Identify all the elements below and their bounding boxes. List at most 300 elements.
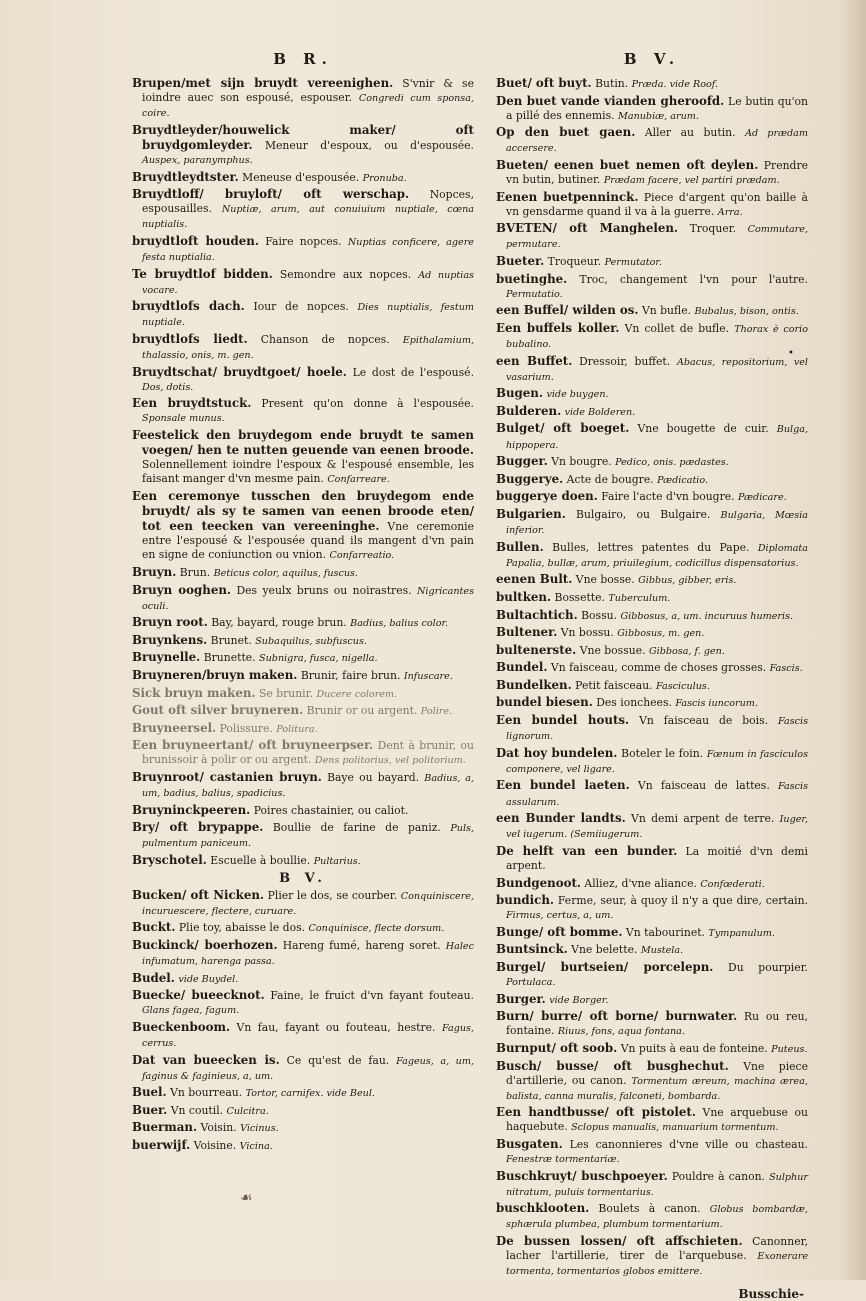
french-gloss: Nopces, espousailles.	[142, 188, 474, 216]
headword: Bruyninckpeeren.	[132, 802, 251, 817]
dictionary-entry	[132, 234, 474, 265]
latin-gloss: Confarreatio.	[329, 550, 395, 562]
headword: Buecke/ bueecknot.	[132, 988, 265, 1003]
dictionary-entry	[496, 695, 808, 711]
headword: Bunge/ oft bomme.	[496, 924, 623, 939]
headword: Bugen.	[496, 386, 543, 401]
dictionary-entry	[496, 1041, 808, 1057]
latin-gloss: Arra.	[717, 206, 743, 218]
latin-gloss: Tortor, carnifex. vide Beul.	[245, 1088, 375, 1100]
left-column	[132, 50, 474, 1156]
dictionary-entry	[496, 507, 808, 538]
french-gloss: Acte de bougre.	[563, 472, 658, 486]
latin-gloss: Fascis assularum.	[506, 781, 808, 808]
latin-gloss: Pedico, onis. pædastes.	[615, 457, 729, 469]
headword: Bruyn.	[132, 564, 177, 579]
latin-gloss: Subaquilus, subfuscus.	[255, 635, 367, 647]
dictionary-entry	[496, 1059, 808, 1104]
left-entry-list	[132, 76, 474, 869]
latin-gloss: Diplomata Papalia, bullæ, arum, priuilegium, codicillus dispensatorius.	[506, 542, 808, 569]
french-gloss: Hareng fumé, hareng soret.	[277, 938, 446, 952]
right-column	[496, 50, 808, 1301]
dictionary-entry	[496, 590, 808, 606]
headword: Te bruydtlof bidden.	[132, 266, 273, 281]
dictionary-entry	[496, 625, 808, 641]
latin-gloss: Fagus, cerrus.	[142, 1022, 474, 1049]
latin-gloss: Congredi cum sponsa, coire.	[142, 93, 474, 120]
french-gloss: Plier le dos, se courber.	[264, 888, 401, 902]
dictionary-entry	[132, 1103, 474, 1119]
latin-gloss: Ad prædam accersere.	[506, 128, 809, 155]
latin-gloss: Abacus, repositorium, vel vasarium.	[506, 356, 808, 383]
headword: Bulget/ oft boeget.	[496, 421, 630, 436]
page-edge-shadow	[840, 0, 866, 1280]
french-gloss: Le butin qu'on a pillé des ennemis.	[506, 94, 808, 122]
french-gloss: Du pourpier.	[713, 960, 808, 974]
french-gloss: Vn tabourinet.	[622, 925, 709, 939]
french-gloss: Faire l'acte d'vn bougre.	[597, 490, 739, 504]
french-gloss: Brunet.	[207, 633, 256, 647]
french-gloss: Bulles, lettres patentes du Pape.	[543, 540, 758, 554]
french-gloss: S'vnir & se ioindre auec son espousé, espouser.	[142, 77, 474, 105]
french-gloss: Meneuse d'espousée.	[238, 170, 363, 184]
latin-gloss: Confœderati.	[700, 878, 765, 890]
french-gloss: Petit faisceau.	[571, 678, 657, 692]
dictionary-entry	[496, 472, 808, 488]
french-gloss: Aller au butin.	[635, 126, 746, 140]
french-gloss: Piece d'argent qu'on baille à vn gensdarme quand il va à la guerre.	[506, 190, 808, 218]
latin-gloss: Puteus.	[771, 1043, 808, 1055]
dictionary-entry	[496, 421, 808, 452]
headword: Bruydtleydtster.	[132, 169, 239, 184]
french-gloss: Vn coutil.	[167, 1103, 227, 1117]
latin-gloss: Thorax è corio bubalino.	[506, 323, 808, 350]
headword: Eenen buetpenninck.	[496, 189, 639, 204]
latin-gloss: Polire.	[420, 706, 453, 718]
french-gloss: Des ionchees.	[592, 696, 676, 710]
dictionary-entry	[132, 971, 474, 987]
latin-gloss: Dens politorius, vel politorium.	[314, 755, 466, 767]
dictionary-entry	[132, 489, 474, 563]
headword: Bruynelle.	[132, 650, 201, 665]
french-gloss: Troquer.	[678, 222, 748, 236]
latin-gloss: Vicinus.	[240, 1123, 279, 1135]
headword: Een bundel houts.	[496, 713, 630, 728]
french-gloss: Iour de nopces.	[244, 300, 358, 314]
french-gloss: Faine, le fruict d'vn fayant fouteau.	[264, 989, 474, 1003]
printer-ornament: ☙	[240, 1190, 253, 1206]
latin-gloss: Bulgaria, Mœsia inferior.	[506, 509, 808, 537]
dictionary-entry	[496, 811, 808, 842]
headword: Buschkruyt/ buschpoeyer.	[496, 1168, 668, 1183]
latin-gloss: Beticus color, aquilus, fuscus.	[213, 567, 358, 579]
dictionary-entry	[496, 678, 808, 694]
french-gloss: Vn puits à eau de fonteine.	[617, 1041, 772, 1055]
latin-gloss: Badius, a, um, badius, balius, spadicius.	[142, 773, 474, 800]
latin-gloss: Mustela.	[640, 945, 684, 957]
french-gloss: Voisin.	[197, 1121, 241, 1135]
latin-gloss: Halec infumatum, harenga passa.	[142, 940, 474, 967]
latin-gloss: Culcitra.	[226, 1105, 269, 1117]
headword: Feestelick den bruydegom ende bruydt te samen voegen/ hen te nutten geuende van eenen broode.	[132, 428, 474, 458]
headword: bundel biesen.	[496, 695, 593, 710]
french-gloss: Les canonnieres d'vne ville ou chasteau.	[562, 1138, 808, 1151]
latin-gloss: Manubiæ, arum.	[618, 110, 699, 122]
dictionary-entry	[496, 404, 808, 420]
headword: eenen Bult.	[496, 572, 573, 587]
headword: Dat van bueecken is.	[132, 1052, 280, 1067]
french-gloss: Vn bossu.	[557, 626, 618, 640]
headword: Gout oft silver bruyneren.	[132, 703, 304, 718]
headword: Bugger.	[496, 454, 548, 469]
headword: Buckinck/ boerhozen.	[132, 937, 278, 952]
headword: een Buffet.	[496, 353, 573, 368]
headword: Bultener.	[496, 625, 558, 640]
dictionary-entry	[496, 925, 808, 941]
dictionary-entry	[132, 76, 474, 121]
french-gloss: Vn faisceau, comme de choses grosses.	[547, 661, 770, 675]
latin-gloss: Infuscare.	[403, 670, 453, 682]
dictionary-entry	[132, 583, 474, 614]
french-gloss: Plie toy, abaisse le dos.	[175, 921, 309, 935]
headword: Burnput/ oft soob.	[496, 1040, 618, 1055]
headword: Een bruydtstuck.	[132, 396, 252, 411]
latin-gloss: Fœnum in fasciculos componere, vel ligare.	[506, 748, 808, 775]
right-running-head: B V.	[623, 50, 681, 68]
latin-gloss: Nuptias conficere, agere festa nuptialia.	[142, 236, 474, 264]
dictionary-entry	[496, 489, 808, 505]
french-gloss: Brun.	[176, 565, 214, 579]
dictionary-entry	[496, 1201, 808, 1232]
latin-gloss: Ad nuptias vocare.	[142, 269, 474, 296]
latin-gloss: Tormentum æreum, machina ærea, balista, canna muralis, falconeti, bombarda.	[506, 1075, 808, 1102]
dictionary-entry	[496, 158, 808, 188]
dictionary-entry	[496, 778, 808, 809]
headword: Bryschotel.	[132, 853, 207, 867]
french-gloss: Vn fau, fayant ou fouteau, hestre.	[230, 1020, 442, 1034]
headword: Bundelken.	[496, 677, 572, 692]
dictionary-entry	[132, 721, 474, 737]
french-gloss: Boullie de farine de paniz.	[263, 821, 451, 835]
headword: Bruyneren/bruyn maken.	[132, 667, 298, 682]
headword: BVETEN/ oft Manghelen.	[496, 221, 679, 236]
headword: Bruydtleyder/houwelick maker/ oft bruydgomleyder.	[132, 122, 474, 152]
dictionary-entry	[132, 396, 474, 426]
ink-dot: •	[788, 348, 794, 359]
dictionary-entry	[496, 221, 808, 252]
dictionary-entry	[132, 633, 474, 649]
french-gloss: Dressoir, buffet.	[572, 354, 677, 368]
french-gloss: Vn bougre.	[547, 455, 616, 469]
dictionary-entry	[496, 992, 808, 1008]
french-gloss: Des yeulx bruns ou noirastres.	[231, 583, 417, 597]
latin-gloss: Sclopus manualis, manuarium tormentum.	[571, 1122, 779, 1134]
french-gloss: Baye ou bayard.	[321, 771, 425, 785]
headword: Bundgenoot.	[496, 875, 581, 890]
dictionary-entry	[132, 123, 474, 168]
headword: Busch/ busse/ oft busghechut.	[496, 1058, 729, 1073]
headword: Buntsinck.	[496, 942, 568, 957]
headword: Een handtbusse/ oft pistolet.	[496, 1105, 696, 1120]
headword: De helft van een bunder.	[496, 843, 678, 858]
french-gloss: Dent à brunir, ou brunissoir à polir or ou argent.	[142, 739, 474, 767]
latin-gloss: Permutatio.	[506, 288, 563, 300]
headword: Burgel/ burtseien/ porcelepn.	[496, 959, 714, 974]
dictionary-entry	[496, 190, 808, 220]
latin-gloss: Globus bombardæ, sphærula plumbea, plumbum tormentarium.	[506, 1204, 808, 1231]
headword: buschklooten.	[496, 1201, 590, 1216]
headword: Bundel.	[496, 660, 548, 675]
latin-gloss: Nuptiæ, arum, aut conuiuium nuptiale, cœna nuptialis.	[142, 204, 474, 231]
headword: Bruyn root.	[132, 615, 208, 630]
dictionary-entry	[132, 988, 474, 1018]
latin-gloss: Portulaca.	[506, 977, 556, 989]
latin-gloss: Firmus, certus, a, um.	[506, 910, 614, 922]
dictionary-entry	[496, 303, 808, 319]
dictionary-entry	[132, 738, 474, 768]
dictionary-entry	[132, 686, 474, 702]
latin-gloss: Pronuba.	[362, 172, 407, 184]
latin-gloss: Conquiniscere, incuruescere, flectere, curuare.	[142, 890, 475, 917]
french-gloss: Bossu.	[577, 608, 621, 622]
headword: bundich.	[496, 893, 554, 908]
latin-gloss: Ducere colorem.	[316, 688, 398, 700]
french-gloss: Brunette.	[200, 651, 260, 665]
headword: bruydtlofs dach.	[132, 299, 245, 314]
headword: Dat hoy bundelen.	[496, 745, 618, 760]
latin-gloss: Fascis lignorum.	[506, 716, 808, 743]
headword: buetinghe.	[496, 271, 568, 286]
latin-gloss: Pædicare.	[738, 492, 787, 504]
latin-gloss: Pultarius.	[313, 856, 361, 867]
french-gloss: Brunir or ou argent.	[303, 704, 421, 718]
headword: een Buffel/ wilden os.	[496, 303, 639, 318]
headword: een Bunder landts.	[496, 811, 626, 826]
french-gloss: Faire nopces.	[258, 234, 348, 248]
headword: Bruynkens.	[132, 632, 208, 647]
dictionary-entry	[496, 643, 808, 659]
french-gloss: Bulgairo, ou Bulgaire.	[565, 507, 721, 521]
latin-gloss: Gibbosus, a, um. incuruus humeris.	[620, 610, 794, 622]
dictionary-entry	[496, 844, 808, 874]
french-gloss: Present qu'on donne à l'espousée.	[251, 397, 474, 411]
dictionary-entry	[496, 125, 808, 156]
dictionary-entry	[132, 650, 474, 666]
headword: Bulgarien.	[496, 506, 566, 521]
section-heading-bu: B V.	[279, 870, 327, 886]
dictionary-entry	[132, 170, 474, 186]
french-gloss: Vne bougette de cuir.	[629, 422, 777, 436]
dictionary-entry	[132, 332, 474, 363]
dictionary-entry	[132, 187, 474, 232]
latin-gloss: Politura.	[276, 723, 318, 735]
headword: Een bruyneertant/ oft bruyneerpser.	[132, 738, 374, 753]
headword: Bruynroot/ castanien bruyn.	[132, 770, 322, 785]
french-gloss: Butin.	[591, 77, 632, 90]
french-gloss: Vne bosse.	[572, 573, 639, 587]
dictionary-entry	[132, 920, 474, 936]
french-gloss: Meneur d'espoux, ou d'espousée.	[252, 138, 474, 152]
french-gloss: Vn faisceau de lattes.	[629, 779, 778, 793]
latin-gloss: vide Borger.	[549, 994, 609, 1006]
dictionary-entry	[496, 960, 808, 990]
latin-gloss: Subnigra, fusca, nigella.	[259, 653, 378, 665]
french-gloss: Vn collet de bufle.	[619, 321, 735, 335]
dictionary-entry	[132, 938, 474, 969]
headword: Brupen/met sijn bruydt vereenighen.	[132, 76, 394, 90]
latin-gloss: Permutator.	[604, 257, 662, 269]
dictionary-entry	[496, 386, 808, 402]
latin-gloss: Fenestræ tormentariæ.	[506, 1154, 620, 1166]
french-gloss: Escuelle à boullie.	[206, 854, 314, 867]
headword: Busgaten.	[496, 1137, 563, 1151]
dictionary-entry	[496, 454, 808, 470]
right-entry-list	[496, 76, 808, 1279]
dictionary-entry	[132, 820, 474, 851]
latin-gloss: Nigricantes oculi.	[142, 585, 474, 612]
headword: Sick bruyn maken.	[132, 685, 256, 700]
headword: Budel.	[132, 970, 175, 985]
dictionary-entry	[132, 770, 474, 801]
headword: buerwijf.	[132, 1138, 191, 1152]
headword: Bruyneersel.	[132, 720, 217, 735]
french-gloss: Chanson de nopces.	[247, 333, 403, 346]
headword: Bruydtschat/ bruydtgoet/ hoele.	[132, 364, 347, 379]
french-gloss: Troc, changement l'vn pour l'autre.	[567, 272, 808, 286]
latin-gloss: Bulga, hippopera.	[506, 424, 808, 451]
left-running-head: B R.	[273, 50, 333, 68]
latin-gloss: Gibbosa, f. gen.	[648, 645, 725, 657]
french-gloss: Vne ceremonie entre l'espousé & l'espousée quand ils mangent d'vn pain en signe de coniunction ou vnion.	[142, 520, 474, 562]
latin-gloss: Sulphur nitratum, puluis tormentarius.	[506, 1171, 808, 1198]
french-gloss: Prendre vn butin, butiner.	[506, 158, 808, 187]
latin-gloss: Iuger, vel iugerum. (Semiiugerum.	[506, 814, 808, 841]
dictionary-entry	[496, 1105, 808, 1135]
latin-gloss: Fascis iuncorum.	[675, 698, 758, 710]
headword: Burn/ burre/ oft borne/ burnwater.	[496, 1009, 738, 1024]
french-gloss: Ce qu'est de fau.	[279, 1053, 397, 1067]
headword: bruydtlofs liedt.	[132, 332, 248, 346]
headword: Bry/ oft brypappe.	[132, 820, 264, 835]
dictionary-entry	[496, 942, 808, 958]
dictionary-entry	[132, 565, 474, 581]
headword: Een buffels koller.	[496, 320, 620, 335]
dictionary-entry	[496, 540, 808, 571]
latin-gloss: Commutare, permutare.	[506, 224, 808, 251]
french-gloss: Solennellement ioindre l'espoux & l'espousé ensemble, les faisant manger d'vn mesme pain.	[142, 458, 474, 486]
french-gloss: Ferme, seur, à quoy il n'y a que dire, certain.	[554, 894, 808, 908]
dictionary-entry	[496, 713, 808, 744]
latin-gloss: Fasciculus.	[656, 680, 710, 692]
dictionary-entry	[132, 668, 474, 684]
dictionary-entry	[496, 608, 808, 624]
latin-gloss: Pædicatio.	[657, 474, 709, 486]
dictionary-entry	[496, 746, 808, 777]
latin-gloss: Gibbus, gibber, eris.	[638, 575, 737, 587]
french-gloss: La moitié d'vn demi arpent.	[506, 844, 809, 872]
dictionary-entry	[496, 1009, 808, 1039]
headword: bruydtloft houden.	[132, 233, 259, 248]
latin-gloss: Auspex, paranymphus.	[142, 154, 253, 166]
headword: Den buet vande vianden gheroofd.	[496, 93, 725, 108]
dictionary-entry	[496, 1137, 808, 1167]
headword: Bueten/ eenen buet nemen oft deylen.	[496, 157, 759, 172]
french-gloss: Voisine.	[190, 1139, 240, 1152]
headword: De bussen lossen/ oft affschieten.	[496, 1234, 743, 1249]
french-gloss: Troqueur.	[544, 255, 605, 269]
latin-gloss: Riuus, fons, aqua fontana.	[557, 1026, 685, 1038]
french-gloss: Ru ou reu, fontaine.	[506, 1010, 808, 1038]
latin-gloss: Bubalus, bison, ontis.	[694, 306, 799, 318]
latin-gloss: Exonerare tormenta, tormentarios globos emittere.	[506, 1251, 808, 1278]
french-gloss: Boulets à canon.	[589, 1202, 710, 1216]
latin-gloss: Dos, dotis.	[142, 381, 194, 393]
dictionary-entry	[132, 1120, 474, 1136]
latin-gloss: Badius, balius color.	[350, 618, 449, 630]
dictionary-entry	[496, 76, 808, 92]
french-gloss: Brunir, faire brun.	[297, 668, 404, 682]
french-gloss: Vn faisceau de bois.	[629, 714, 778, 728]
dictionary-entry	[132, 1138, 474, 1154]
headword: Een bundel laeten.	[496, 778, 630, 793]
french-gloss: Vne arquebuse ou haquebute.	[506, 1106, 808, 1134]
latin-gloss: vide Bolderen.	[564, 406, 636, 418]
dictionary-entry	[132, 853, 474, 869]
headword: Burger.	[496, 991, 546, 1006]
dictionary-entry	[496, 254, 808, 270]
headword: Bruyn ooghen.	[132, 582, 232, 597]
headword: Bueckenboom.	[132, 1019, 231, 1034]
latin-gloss: Conquinisce, flecte dorsum.	[308, 923, 445, 935]
headword: Bucken/ oft Nicken.	[132, 887, 265, 902]
headword: bultenerste.	[496, 642, 577, 657]
left-entry-list-b	[132, 888, 474, 1155]
dictionary-entry	[496, 94, 808, 124]
latin-gloss: Dies nuptialis, festum nuptiale.	[142, 302, 474, 329]
dictionary-entry	[132, 615, 474, 631]
latin-gloss: Fascis.	[769, 663, 803, 675]
headword: Bullen.	[496, 539, 544, 554]
french-gloss: Vn bufle.	[638, 304, 695, 318]
latin-gloss: Præda. vide Roof.	[631, 79, 719, 90]
dictionary-entry	[132, 365, 474, 395]
dictionary-entry	[132, 703, 474, 719]
dictionary-entry	[496, 1234, 808, 1279]
headword: Buer.	[132, 1102, 168, 1117]
latin-gloss: Confarreare.	[327, 474, 390, 486]
french-gloss: Vne piece d'artillerie, ou canon.	[506, 1059, 808, 1087]
catchword: Busschie-	[738, 1287, 804, 1301]
latin-gloss: vide buygen.	[546, 389, 609, 401]
latin-gloss: vide Buydel.	[178, 973, 239, 985]
french-gloss: Se brunir.	[255, 686, 317, 700]
latin-gloss: Gibbosus, m. gen.	[617, 628, 705, 640]
latin-gloss: Tympanulum.	[708, 927, 775, 939]
french-gloss: Canonner, lacher l'artillerie, tirer de l'arquebuse.	[506, 1235, 808, 1263]
french-gloss: Polissure.	[216, 721, 277, 735]
dictionary-entry	[132, 1085, 474, 1101]
dictionary-entry	[496, 876, 808, 892]
dictionary-entry	[496, 354, 808, 385]
headword: Buel.	[132, 1085, 167, 1100]
latin-gloss: Epithalamium, thalassio, onis, m. gen.	[142, 335, 474, 362]
latin-gloss: Fageus, a, um, faginus & faginieus, a, um.	[142, 1055, 474, 1082]
dictionary-entry	[496, 1169, 808, 1200]
french-gloss: Semondre aux nopces.	[272, 267, 419, 281]
latin-gloss: Vicina.	[239, 1141, 273, 1152]
latin-gloss: Glans fagea, fagum.	[142, 1005, 240, 1017]
french-gloss: Bossette.	[551, 590, 609, 604]
